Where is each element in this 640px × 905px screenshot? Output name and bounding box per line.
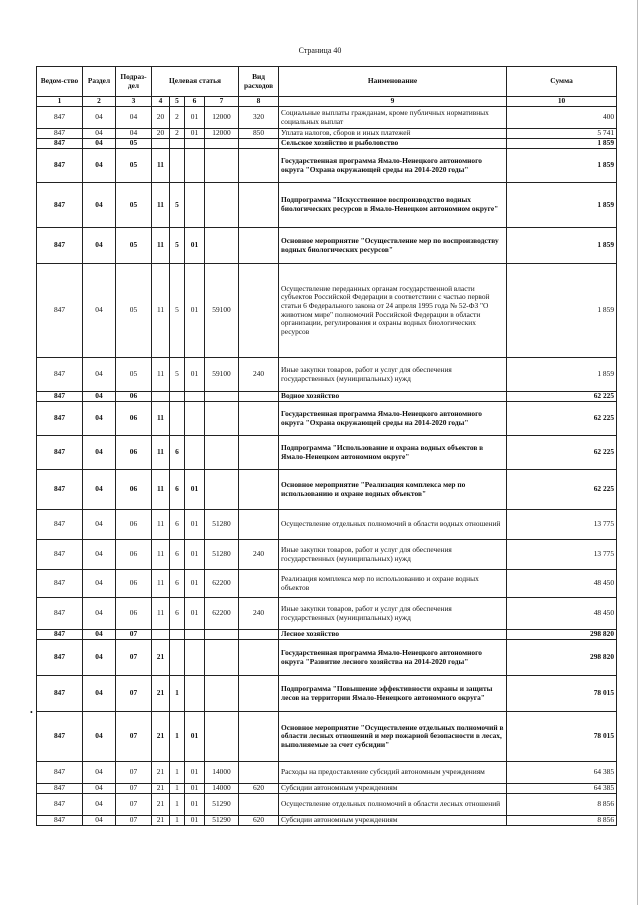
item-name-cell: Реализация комплекса мер по использованию и охране водных объектов xyxy=(279,570,507,598)
amount-cell: 1 859 xyxy=(507,358,617,392)
department-cell: 847 xyxy=(37,392,83,402)
subsection-cell: 06 xyxy=(116,510,152,540)
section-cell: 04 xyxy=(83,712,116,762)
subsection-cell: 06 xyxy=(116,436,152,470)
activity-code-cell xyxy=(185,640,205,676)
amount-cell: 13 775 xyxy=(507,540,617,570)
department-cell: 847 xyxy=(37,816,83,826)
subsection-cell: 06 xyxy=(116,470,152,510)
item-name-cell: Лесное хозяйство xyxy=(279,630,507,640)
activity-code-cell: 01 xyxy=(185,598,205,630)
item-name-cell: Иные закупки товаров, работ и услуг для обеспечения государственных (муниципальных) нужд xyxy=(279,540,507,570)
subprogram-code-cell: 1 xyxy=(170,712,185,762)
index-cell: 4 xyxy=(152,97,170,107)
activity-code-cell xyxy=(185,183,205,228)
activity-code-cell: 01 xyxy=(185,570,205,598)
subprogram-code-cell: 6 xyxy=(170,540,185,570)
activity-code-cell xyxy=(185,139,205,149)
direction-code-cell: 14000 xyxy=(205,762,239,784)
table-row xyxy=(37,107,617,129)
section-cell: 04 xyxy=(83,816,116,826)
amount-cell: 400 xyxy=(507,107,617,129)
section-cell: 04 xyxy=(83,510,116,540)
department-cell: 847 xyxy=(37,470,83,510)
item-name-cell: Подпрограмма "Повышение эффективности охраны и защиты лесов на территории Ямало-Ненецкого автономного округа" xyxy=(279,676,507,712)
expense-type-cell: 620 xyxy=(239,816,279,826)
item-name-cell: Основное мероприятие "Осуществление мер по воспроизводству водных биологических ресурсов" xyxy=(279,228,507,264)
subprogram-code-cell xyxy=(170,149,185,183)
subsection-cell: 06 xyxy=(116,402,152,436)
table-row xyxy=(37,264,617,358)
table-row xyxy=(37,816,617,826)
amount-cell: 64 385 xyxy=(507,784,617,794)
item-name-cell: Иные закупки товаров, работ и услуг для обеспечения государственных (муниципальных) нужд xyxy=(279,358,507,392)
header-subsection: Подраз-дел xyxy=(116,67,152,97)
section-cell: 04 xyxy=(83,402,116,436)
item-name-cell: Государственная программа Ямало-Ненецкого автономного округа "Охрана окружающей среды на 2014-2020 годы" xyxy=(279,402,507,436)
amount-cell: 1 859 xyxy=(507,139,617,149)
expense-type-cell xyxy=(239,470,279,510)
direction-code-cell xyxy=(205,402,239,436)
item-name-cell: Расходы на предоставление субсидий автономным учреждениям xyxy=(279,762,507,784)
section-cell: 04 xyxy=(83,358,116,392)
subprogram-code-cell xyxy=(170,402,185,436)
item-name-cell: Подпрограмма "Использование и охрана водных объектов в Ямало-Ненецком автономном округе" xyxy=(279,436,507,470)
section-cell: 04 xyxy=(83,107,116,129)
item-name-cell: Осуществление отдельных полномочий в области водных отношений xyxy=(279,510,507,540)
expense-type-cell xyxy=(239,228,279,264)
subsection-cell: 07 xyxy=(116,630,152,640)
subprogram-code-cell: 6 xyxy=(170,570,185,598)
program-code-cell: 21 xyxy=(152,784,170,794)
expense-type-cell: 850 xyxy=(239,129,279,139)
table-row xyxy=(37,784,617,794)
activity-code-cell: 01 xyxy=(185,540,205,570)
department-cell: 847 xyxy=(37,436,83,470)
header-amount: Сумма xyxy=(507,67,617,97)
expense-type-cell xyxy=(239,640,279,676)
subprogram-code-cell xyxy=(170,139,185,149)
subsection-cell: 05 xyxy=(116,228,152,264)
amount-cell: 48 450 xyxy=(507,570,617,598)
subprogram-code-cell xyxy=(170,630,185,640)
table-row xyxy=(37,794,617,816)
subsection-cell: 06 xyxy=(116,392,152,402)
section-cell: 04 xyxy=(83,264,116,358)
subsection-cell: 07 xyxy=(116,712,152,762)
activity-code-cell: 01 xyxy=(185,107,205,129)
department-cell: 847 xyxy=(37,630,83,640)
amount-cell: 1 859 xyxy=(507,149,617,183)
expense-type-cell: 320 xyxy=(239,107,279,129)
department-cell: 847 xyxy=(37,540,83,570)
table-row xyxy=(37,540,617,570)
table-row xyxy=(37,436,617,470)
expense-type-cell: 240 xyxy=(239,540,279,570)
program-code-cell: 11 xyxy=(152,183,170,228)
subprogram-code-cell: 6 xyxy=(170,470,185,510)
amount-cell: 1 859 xyxy=(507,264,617,358)
subprogram-code-cell: 5 xyxy=(170,228,185,264)
amount-cell: 62 225 xyxy=(507,436,617,470)
program-code-cell: 21 xyxy=(152,676,170,712)
program-code-cell: 11 xyxy=(152,510,170,540)
table-body xyxy=(37,107,617,826)
subsection-cell: 07 xyxy=(116,676,152,712)
amount-cell: 298 820 xyxy=(507,630,617,640)
item-name-cell: Государственная программа Ямало-Ненецкого автономного округа "Развитие лесного хозяйства на 2014-2020 годы" xyxy=(279,640,507,676)
amount-cell: 78 015 xyxy=(507,712,617,762)
program-code-cell: 21 xyxy=(152,816,170,826)
activity-code-cell: 01 xyxy=(185,794,205,816)
table-row xyxy=(37,676,617,712)
page-number: Страница 40 xyxy=(298,46,342,55)
program-code-cell: 11 xyxy=(152,470,170,510)
item-name-cell: Основное мероприятие "Реализация комплекса мер по использованию и охране водных объектов" xyxy=(279,470,507,510)
amount-cell: 8 856 xyxy=(507,794,617,816)
subprogram-code-cell: 5 xyxy=(170,358,185,392)
program-code-cell: 21 xyxy=(152,794,170,816)
program-code-cell: 11 xyxy=(152,436,170,470)
subsection-cell: 04 xyxy=(116,129,152,139)
department-cell: 847 xyxy=(37,139,83,149)
section-cell: 04 xyxy=(83,630,116,640)
activity-code-cell: 01 xyxy=(185,712,205,762)
program-code-cell: 11 xyxy=(152,264,170,358)
amount-cell: 62 225 xyxy=(507,470,617,510)
department-cell: 847 xyxy=(37,129,83,139)
header-name: Наименование xyxy=(279,67,507,97)
activity-code-cell xyxy=(185,149,205,183)
subsection-cell: 05 xyxy=(116,264,152,358)
table-row xyxy=(37,712,617,762)
expense-type-cell xyxy=(239,630,279,640)
item-name-cell: Основное мероприятие "Осуществление отдельных полномочий в области лесных отношений и мер пожарной безопасности в лесах, выполняемые за счет субсидии" xyxy=(279,712,507,762)
table-row xyxy=(37,762,617,784)
subsection-cell: 07 xyxy=(116,784,152,794)
subprogram-code-cell: 6 xyxy=(170,436,185,470)
subprogram-code-cell xyxy=(170,640,185,676)
item-name-cell: Субсидии автономным учреждениям xyxy=(279,784,507,794)
activity-code-cell: 01 xyxy=(185,129,205,139)
table-row xyxy=(37,228,617,264)
amount-cell: 13 775 xyxy=(507,510,617,540)
table-row xyxy=(37,470,617,510)
expense-type-cell xyxy=(239,149,279,183)
item-name-cell: Государственная программа Ямало-Ненецкого автономного округа "Охрана окружающей среды на 2014-2020 годы" xyxy=(279,149,507,183)
index-cell: 6 xyxy=(185,97,205,107)
program-code-cell: 11 xyxy=(152,358,170,392)
subprogram-code-cell xyxy=(170,392,185,402)
department-cell: 847 xyxy=(37,598,83,630)
direction-code-cell xyxy=(205,183,239,228)
department-cell: 847 xyxy=(37,784,83,794)
item-name-cell: Социальные выплаты гражданам, кроме публичных нормативных социальных выплат xyxy=(279,107,507,129)
activity-code-cell: 01 xyxy=(185,762,205,784)
direction-code-cell xyxy=(205,470,239,510)
section-cell: 04 xyxy=(83,794,116,816)
table-row xyxy=(37,598,617,630)
direction-code-cell xyxy=(205,676,239,712)
direction-code-cell xyxy=(205,630,239,640)
subsection-cell: 05 xyxy=(116,358,152,392)
section-cell: 04 xyxy=(83,470,116,510)
program-code-cell: 11 xyxy=(152,402,170,436)
amount-cell: 1 859 xyxy=(507,183,617,228)
activity-code-cell: 01 xyxy=(185,228,205,264)
program-code-cell: 20 xyxy=(152,129,170,139)
activity-code-cell xyxy=(185,402,205,436)
expense-type-cell xyxy=(239,139,279,149)
direction-code-cell: 62200 xyxy=(205,598,239,630)
scan-edge xyxy=(637,0,638,905)
activity-code-cell: 01 xyxy=(185,510,205,540)
direction-code-cell: 51280 xyxy=(205,510,239,540)
table-row xyxy=(37,640,617,676)
item-name-cell: Сельское хозяйство и рыболовство xyxy=(279,139,507,149)
item-name-cell: Осуществление отдельных полномочий в области лесных отношений xyxy=(279,794,507,816)
section-cell: 04 xyxy=(83,129,116,139)
margin-mark: • xyxy=(30,708,33,717)
amount-cell: 62 225 xyxy=(507,392,617,402)
department-cell: 847 xyxy=(37,358,83,392)
table-row xyxy=(37,183,617,228)
header-expense-type: Вид расходов xyxy=(239,67,279,97)
table-row xyxy=(37,402,617,436)
table-row xyxy=(37,570,617,598)
direction-code-cell: 51290 xyxy=(205,816,239,826)
section-cell: 04 xyxy=(83,228,116,264)
direction-code-cell xyxy=(205,228,239,264)
table-row xyxy=(37,392,617,402)
index-cell: 3 xyxy=(116,97,152,107)
section-cell: 04 xyxy=(83,149,116,183)
activity-code-cell xyxy=(185,392,205,402)
section-cell: 04 xyxy=(83,640,116,676)
subprogram-code-cell: 1 xyxy=(170,816,185,826)
subprogram-code-cell: 6 xyxy=(170,510,185,540)
section-cell: 04 xyxy=(83,762,116,784)
header-target-article: Целевая статья xyxy=(152,67,239,97)
section-cell: 04 xyxy=(83,784,116,794)
amount-cell: 8 856 xyxy=(507,816,617,826)
subprogram-code-cell: 1 xyxy=(170,762,185,784)
item-name-cell: Подпрограмма "Искусственное воспроизводство водных биологических ресурсов в Ямало-Ненецком автономном округе" xyxy=(279,183,507,228)
department-cell: 847 xyxy=(37,149,83,183)
budget-table xyxy=(36,66,617,826)
department-cell: 847 xyxy=(37,107,83,129)
department-cell: 847 xyxy=(37,794,83,816)
item-name-cell: Иные закупки товаров, работ и услуг для обеспечения государственных (муниципальных) нужд xyxy=(279,598,507,630)
activity-code-cell: 01 xyxy=(185,816,205,826)
program-code-cell: 11 xyxy=(152,570,170,598)
expense-type-cell xyxy=(239,436,279,470)
department-cell: 847 xyxy=(37,183,83,228)
activity-code-cell xyxy=(185,676,205,712)
expense-type-cell xyxy=(239,392,279,402)
department-cell: 847 xyxy=(37,762,83,784)
department-cell: 847 xyxy=(37,228,83,264)
expense-type-cell xyxy=(239,676,279,712)
program-code-cell xyxy=(152,392,170,402)
program-code-cell: 11 xyxy=(152,598,170,630)
subprogram-code-cell: 1 xyxy=(170,784,185,794)
subsection-cell: 05 xyxy=(116,183,152,228)
program-code-cell xyxy=(152,630,170,640)
activity-code-cell: 01 xyxy=(185,470,205,510)
department-cell: 847 xyxy=(37,676,83,712)
expense-type-cell: 240 xyxy=(239,358,279,392)
column-index-row xyxy=(37,97,617,107)
subprogram-code-cell: 5 xyxy=(170,264,185,358)
program-code-cell: 20 xyxy=(152,107,170,129)
section-cell: 04 xyxy=(83,598,116,630)
expense-type-cell xyxy=(239,402,279,436)
section-cell: 04 xyxy=(83,183,116,228)
direction-code-cell xyxy=(205,392,239,402)
expense-type-cell xyxy=(239,510,279,540)
header-section: Раздел xyxy=(83,67,116,97)
department-cell: 847 xyxy=(37,640,83,676)
program-code-cell: 11 xyxy=(152,540,170,570)
amount-cell: 64 385 xyxy=(507,762,617,784)
subsection-cell: 05 xyxy=(116,139,152,149)
expense-type-cell xyxy=(239,712,279,762)
direction-code-cell: 59100 xyxy=(205,358,239,392)
direction-code-cell xyxy=(205,712,239,762)
subprogram-code-cell: 2 xyxy=(170,129,185,139)
subsection-cell: 06 xyxy=(116,598,152,630)
index-cell: 9 xyxy=(279,97,507,107)
activity-code-cell: 01 xyxy=(185,264,205,358)
direction-code-cell: 12000 xyxy=(205,107,239,129)
item-name-cell: Уплата налогов, сборов и иных платежей xyxy=(279,129,507,139)
subsection-cell: 06 xyxy=(116,570,152,598)
subsection-cell: 06 xyxy=(116,540,152,570)
header-department: Ведом-ство xyxy=(37,67,83,97)
table-row xyxy=(37,510,617,540)
section-cell: 04 xyxy=(83,436,116,470)
expense-type-cell xyxy=(239,264,279,358)
department-cell: 847 xyxy=(37,402,83,436)
section-cell: 04 xyxy=(83,392,116,402)
expense-type-cell xyxy=(239,570,279,598)
subsection-cell: 07 xyxy=(116,762,152,784)
activity-code-cell: 01 xyxy=(185,784,205,794)
direction-code-cell xyxy=(205,149,239,183)
subsection-cell: 07 xyxy=(116,640,152,676)
department-cell: 847 xyxy=(37,264,83,358)
subprogram-code-cell: 1 xyxy=(170,794,185,816)
index-cell: 5 xyxy=(170,97,185,107)
amount-cell: 48 450 xyxy=(507,598,617,630)
section-cell: 04 xyxy=(83,570,116,598)
program-code-cell: 11 xyxy=(152,228,170,264)
direction-code-cell: 62200 xyxy=(205,570,239,598)
direction-code-cell: 51280 xyxy=(205,540,239,570)
section-cell: 04 xyxy=(83,540,116,570)
expense-type-cell: 620 xyxy=(239,784,279,794)
table-row xyxy=(37,129,617,139)
direction-code-cell: 59100 xyxy=(205,264,239,358)
activity-code-cell xyxy=(185,630,205,640)
table-row xyxy=(37,139,617,149)
amount-cell: 298 820 xyxy=(507,640,617,676)
amount-cell: 78 015 xyxy=(507,676,617,712)
program-code-cell: 21 xyxy=(152,762,170,784)
direction-code-cell: 51290 xyxy=(205,794,239,816)
table-row xyxy=(37,149,617,183)
subprogram-code-cell: 5 xyxy=(170,183,185,228)
expense-type-cell xyxy=(239,794,279,816)
section-cell: 04 xyxy=(83,676,116,712)
section-cell: 04 xyxy=(83,139,116,149)
subsection-cell: 04 xyxy=(116,107,152,129)
expense-type-cell xyxy=(239,183,279,228)
subsection-cell: 07 xyxy=(116,794,152,816)
activity-code-cell: 01 xyxy=(185,358,205,392)
subsection-cell: 05 xyxy=(116,149,152,183)
direction-code-cell xyxy=(205,436,239,470)
index-cell: 1 xyxy=(37,97,83,107)
department-cell: 847 xyxy=(37,570,83,598)
index-cell: 7 xyxy=(205,97,239,107)
expense-type-cell: 240 xyxy=(239,598,279,630)
direction-code-cell xyxy=(205,640,239,676)
program-code-cell: 21 xyxy=(152,640,170,676)
department-cell: 847 xyxy=(37,712,83,762)
index-cell: 10 xyxy=(507,97,617,107)
item-name-cell: Субсидии автономным учреждениям xyxy=(279,816,507,826)
program-code-cell xyxy=(152,139,170,149)
index-cell: 2 xyxy=(83,97,116,107)
item-name-cell: Водное хозяйство xyxy=(279,392,507,402)
item-name-cell: Осуществление переданных органам государственной власти субъектов Российской Федерации в соответствии с частью первой статьи 6 Федерального закона от 24 апреля 1995 года № 52-ФЗ "О животном мире" полномочий Российской Федерации в области организации, регулирования и охраны водных биологических ресурсов xyxy=(279,264,507,358)
table-row xyxy=(37,630,617,640)
direction-code-cell xyxy=(205,139,239,149)
subprogram-code-cell: 6 xyxy=(170,598,185,630)
subprogram-code-cell: 2 xyxy=(170,107,185,129)
amount-cell: 62 225 xyxy=(507,402,617,436)
index-cell: 8 xyxy=(239,97,279,107)
subsection-cell: 07 xyxy=(116,816,152,826)
amount-cell: 5 741 xyxy=(507,129,617,139)
direction-code-cell: 14000 xyxy=(205,784,239,794)
amount-cell: 1 859 xyxy=(507,228,617,264)
program-code-cell: 11 xyxy=(152,149,170,183)
program-code-cell: 21 xyxy=(152,712,170,762)
subprogram-code-cell: 1 xyxy=(170,676,185,712)
activity-code-cell xyxy=(185,436,205,470)
department-cell: 847 xyxy=(37,510,83,540)
direction-code-cell: 12000 xyxy=(205,129,239,139)
expense-type-cell xyxy=(239,762,279,784)
table-row xyxy=(37,358,617,392)
